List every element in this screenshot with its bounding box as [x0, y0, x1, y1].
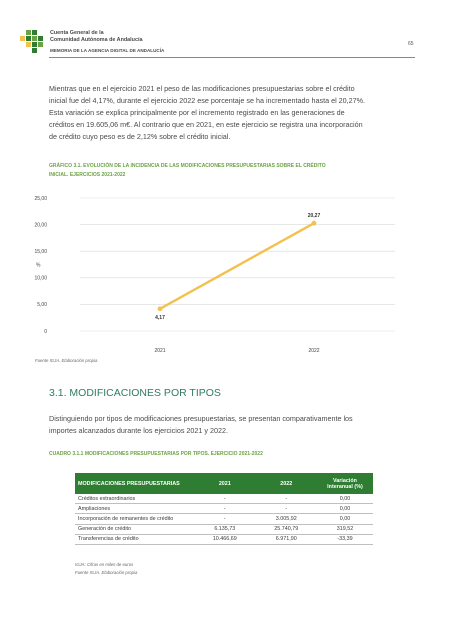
table-cell: 0,00	[317, 514, 373, 524]
data-label: 20,27	[307, 213, 321, 220]
table-cell: -	[256, 494, 317, 504]
table-header-row	[75, 473, 373, 494]
table-cell: 0,00	[317, 494, 373, 504]
paragraph-line: inicial fue del 4,17%, durante el ejercicio 2022 ese porcentaje se ha incrementado hasta el 20,27%.	[49, 95, 366, 105]
table-cell: Incorporación de remanentes de crédito	[75, 514, 194, 524]
header-subtitle: MEMORIA DE LA AGENCIA DIGITAL DE ANDALUCÍA	[50, 48, 165, 53]
table-cell: Transferencias de crédito	[75, 534, 194, 544]
x-tick-label: 2021	[154, 348, 166, 354]
table-cell: -	[256, 504, 317, 514]
series-line	[160, 223, 314, 309]
header-line2: Comunidad Autónoma de Andalucía	[50, 36, 143, 43]
column-header: 2022	[256, 473, 317, 494]
y-tick-label: 25,00	[34, 195, 47, 202]
data-point	[312, 221, 317, 226]
table-cell: -	[194, 514, 255, 524]
page-number: 65	[408, 41, 414, 47]
table-cell: -	[194, 494, 255, 504]
data-label: 4,17	[155, 314, 165, 321]
table-cell: 3.005,92	[256, 514, 317, 524]
table-cell: Créditos extraordinarios	[75, 494, 194, 504]
paragraph-line: de crédito cuyo peso es de 2,12% sobre el crédito inicial.	[49, 131, 231, 141]
chart-title-line: INICIAL. EJERCICIOS 2021-2022	[49, 172, 126, 178]
table-row	[75, 514, 373, 524]
y-tick-label: 20,00	[34, 222, 47, 229]
y-tick-label: 10,00	[34, 275, 47, 282]
paragraph-line: importes alcanzados durante los ejercicios 2021 y 2022.	[49, 425, 228, 435]
column-header: 2021	[194, 473, 255, 494]
y-tick-label: 5,00	[37, 302, 47, 309]
table-cell: 10.466,69	[194, 534, 255, 544]
table-cell: 6.135,73	[194, 524, 255, 534]
table-cell: Generación de crédito	[75, 524, 194, 534]
section-heading: 3.1. MODIFICACIONES POR TIPOS	[49, 387, 221, 399]
paragraph-line: Distinguiendo por tipos de modificaciones presupuestarias, se presentan comparativamente los	[49, 414, 353, 423]
header-line1: Cuenta General de la	[50, 30, 104, 36]
table-note: IGJA: Cifras en miles de euros	[75, 562, 134, 567]
table-row	[75, 524, 373, 534]
table-cell: 319,52	[317, 524, 373, 534]
table-cell: 25.740,79	[256, 524, 317, 534]
table-row	[75, 534, 373, 544]
table-cell: 6.971,90	[256, 534, 317, 544]
column-header: MODIFICACIONES PRESUPUESTARIAS	[75, 473, 194, 494]
table-cell: 0,00	[317, 504, 373, 514]
paragraph-line: créditos en 19.605,06 m€. Al contrario que en 2021, en este ejercicio se registra una incorporación	[49, 119, 363, 129]
column-header: Variación Interanual (%)	[317, 473, 373, 494]
modifications-table	[75, 473, 373, 545]
x-tick-label: 2022	[308, 348, 320, 354]
y-axis-label: %	[36, 262, 41, 269]
table-cell: -	[194, 504, 255, 514]
table-row	[75, 504, 373, 514]
types-paragraph	[49, 413, 427, 437]
y-tick-label: 0	[44, 328, 47, 335]
table-row	[75, 494, 373, 504]
table-source: Fuente IGJA. Elaboración propia	[75, 570, 138, 575]
y-tick-label: 15,00	[34, 249, 47, 255]
paragraph-line: Mientras que en el ejercicio 2021 el peso de las modificaciones presupuestarias sobre el crédito	[49, 84, 355, 93]
chart-title-line: GRÁFICO 3.1. EVOLUCIÓN DE LA INCIDENCIA DE LAS MODIFICACIONES PRESUPUESTARIAS SOBRE EL CRÉDITO	[49, 163, 326, 169]
chart-source: Fuente IGJA. Elaboración propia	[35, 358, 98, 363]
table-cell: -33,39	[317, 534, 373, 544]
data-point	[158, 306, 163, 311]
table-cell: Ampliaciones	[75, 504, 194, 514]
table-title: CUADRO 3.1.1 MODIFICACIONES PRESUPUESTARIAS POR TIPOS. EJERCICIO 2021-2022	[49, 451, 263, 457]
paragraph-line: Esta variación se explica principalmente por el incremento registrado en las generaciones de	[49, 107, 345, 117]
